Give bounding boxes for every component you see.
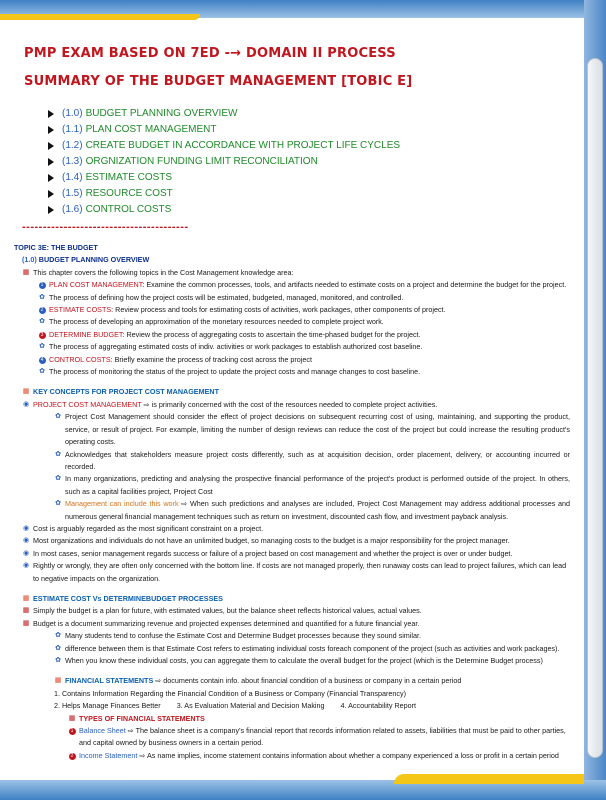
key-concepts-heading: ▦ KEY CONCEPTS FOR PROJECT COST MANAGEMENT	[14, 386, 570, 398]
topic-item: 4 CONTROL COSTS: Briefly examine the process of tracking cost across the project	[14, 354, 570, 366]
bookmark-icon: ▦	[22, 619, 30, 627]
number-four-icon: 4	[39, 357, 46, 364]
financial-item: 1. Contains Information Regarding the Financial Condition of a Business or Company (Financial Transparency)	[54, 688, 406, 698]
bookmark-icon: ▦	[22, 607, 30, 615]
estimate-point: ▦ Budget is a document summarizing revenue and projected expenses determined and quantified for a future financial year.	[14, 618, 570, 630]
financial-items-row: 2. Helps Manage Finances Better 3. As Evaluation Material and Decision Making 4. Accountability Report	[54, 701, 417, 711]
grid-icon: ▦	[22, 388, 30, 396]
number-two-icon: 2	[69, 753, 76, 760]
estimate-sub-item: ✿ difference between them is that Estimate Cost refers to estimating individual costs foreach component of the project (such as activities and work packages).	[14, 643, 570, 655]
document-page	[14, 40, 570, 762]
scrollbar-thumb[interactable]	[587, 58, 603, 758]
estimate-sub-item: ✿ When you know these individual costs, you can aggregate them to calculate the overall budget for the project (which is the Determine Budget process)	[14, 655, 570, 667]
toc-item[interactable]: (1.6) CONTROL COSTS	[48, 202, 570, 218]
cost-point: ◉ Cost is arguably regarded as the most significant constraint on a project.	[14, 523, 570, 535]
triangle-bullet-icon	[48, 174, 54, 182]
book-icon: ◉	[22, 400, 30, 408]
balance-sheet-item: 1 Balance Sheet ⇨ The balance sheet is a company's financial report that records information related to assets, liabilities that must be paid to other parties, and capital owned by business owners in a certain period.	[14, 725, 570, 750]
leaf-icon: ✿	[55, 450, 61, 458]
leaf-icon: ✿	[39, 368, 45, 376]
income-statement-item: 2 Income Statement ⇨ As name implies, income statement contains information about whether a company experienced a loss or profit in a certain period	[14, 750, 570, 762]
number-two-icon: 2	[39, 307, 46, 314]
toc-item[interactable]: (1.3) ORGNIZATION FUNDING LIMIT RECONCILIATION	[48, 154, 570, 170]
toc-item[interactable]: (1.0) BUDGET PLANNING OVERVIEW	[48, 106, 570, 122]
section-heading: (1.0) BUDGET PLANNING OVERVIEW	[22, 255, 150, 265]
leaf-icon: ✿	[55, 632, 61, 640]
leaf-icon: ✿	[55, 644, 61, 652]
page-title-line1: PMP EXAM BASED ON 7ED -→ DOMAIN II PROCESS	[24, 46, 396, 61]
leaf-icon: ✿	[55, 500, 61, 508]
leaf-icon: ✿	[39, 343, 45, 351]
intro-row: ▦ This chapter covers the following topics in the Cost Management knowledge area:	[14, 267, 570, 279]
triangle-bullet-icon	[48, 158, 54, 166]
leaf-icon: ✿	[55, 413, 61, 421]
cost-point: ◉ Rightly or wrongly, they are often only concerned with the bottom line. If costs are not managed properly, then runaway costs can lead to project failures, which can lead to negative impacts on the organization.	[22, 561, 567, 583]
leaf-icon: ✿	[39, 293, 45, 301]
section-divider: ----------------------------------------	[22, 221, 189, 233]
book-icon: ◉	[22, 537, 30, 545]
triangle-bullet-icon	[48, 110, 54, 118]
top-gold-accent	[0, 14, 200, 20]
leaf-icon: ✿	[55, 475, 61, 483]
pcm-sub-item: ✿ Acknowledges that stakeholders measure project costs differently, such as at acquisition decision, order placement, delivery, or accounting incurred or recorded.	[55, 449, 570, 471]
triangle-bullet-icon	[48, 206, 54, 214]
table-of-contents	[48, 106, 570, 218]
number-one-icon: 1	[39, 282, 46, 289]
triangle-bullet-icon	[48, 126, 54, 134]
grid-icon: ▦	[54, 677, 62, 685]
grid-icon: ▦	[22, 594, 30, 602]
pcm-sub-item: ✿ In many organizations, predicting and analysing the prospective financial performance of the project's product is performed outside of the project. In others, such as a capital facilities project, Project Cost	[55, 474, 570, 496]
pcm-sub-item: ✿ Management can include this work ⇨ When such predictions and analyses are included, Project Cost Management may address additional processes and numerous general financial management techniques such as return on investment, discounted cash flow, and investment payback analysis.	[55, 499, 571, 521]
financial-statements-row: ▦ FINANCIAL STATEMENTS ⇨ documents contain info. about financial condition of a business or company in a certain period	[14, 675, 570, 687]
topic-detail: ✿ The process of defining how the project costs will be estimated, budgeted, managed, monitored, and controlled.	[14, 292, 570, 304]
leaf-icon: ✿	[55, 657, 61, 664]
number-three-icon: 3	[39, 332, 46, 339]
topic-detail: ✿ The process of aggregating estimated costs of indiv. activities or work packages to establish authorized cost baseline.	[14, 341, 570, 353]
bookmark-icon: ▦	[22, 268, 30, 276]
triangle-bullet-icon	[48, 142, 54, 150]
leaf-icon: ✿	[39, 318, 45, 326]
book-icon: ◉	[22, 549, 30, 557]
topic-item: 1 PLAN COST MANAGEMENT: Examine the common processes, tools, and artifacts needed to estimate costs on a project and determine the budget for the project.	[14, 279, 570, 291]
toc-item[interactable]: (1.2) CREATE BUDGET IN ACCORDANCE WITH PROJECT LIFE CYCLES	[48, 138, 570, 154]
types-heading: ▦ TYPES OF FINANCIAL STATEMENTS	[14, 713, 570, 725]
book-icon: ◉	[22, 524, 30, 532]
toc-item[interactable]: (1.5) RESOURCE COST	[48, 186, 570, 202]
toc-item[interactable]: (1.4) ESTIMATE COSTS	[48, 170, 570, 186]
estimate-sub-item: ✿ Many students tend to confuse the Estimate Cost and Determine Budget processes because they sound similar.	[14, 630, 570, 642]
pcm-row: ◉ PROJECT COST MANAGEMENT ⇨ is primarily concerned with the cost of the resources needed to complete project activities.	[14, 399, 570, 411]
cost-point: ◉ Most organizations and individuals do not have an unlimited budget, so managing costs to the budget is a major responsibility for the project manager.	[14, 535, 570, 547]
page-title-line2: SUMMARY OF THE BUDGET MANAGEMENT [TOBIC E]	[24, 74, 413, 89]
book-icon: ◉	[22, 562, 30, 570]
bottom-gold-accent	[394, 774, 584, 784]
cost-point: ◉ In most cases, senior management regards success or failure of a project based on cost management and whether the project is over or under budget.	[14, 548, 570, 560]
estimate-point: ▦ Simply the budget is a plan for future, with estimated values, but the balance sheet reflects historical values, actual values.	[14, 605, 570, 617]
number-one-icon: 1	[69, 728, 76, 735]
estimate-vs-heading: ▦ ESTIMATE COST Vs DETERMINEBUDGET PROCESSES	[14, 593, 570, 605]
toc-item[interactable]: (1.1) PLAN COST MANAGEMENT	[48, 122, 570, 138]
topic-detail: ✿ The process of developing an approximation of the monetary resources needed to complete project work.	[14, 316, 570, 328]
bookmark-icon: ▦	[68, 714, 76, 722]
topic-detail: ✿ The process of monitoring the status of the project to update the project costs and manage changes to cost baseline.	[14, 366, 570, 378]
topic-item: 2 ESTIMATE COSTS: Review process and tools for estimating costs of activities, work packages, other components of project.	[14, 304, 570, 316]
pcm-sub-item: ✿ Project Cost Management should consider the effect of project decisions on subsequent recurring cost of using, maintaining, and supporting the product, service, or result of project. For example, limiting the number of design reviews can reduce the cost of the project but could increase the resulting product's operating costs.	[55, 412, 570, 447]
topic-item: 3 DETERMINE BUDGET: Review the process of aggregating costs to ascertain the time-phased budget for the project.	[14, 329, 570, 341]
triangle-bullet-icon	[48, 190, 54, 198]
topic-heading: TOPIC 3E: THE BUDGET	[14, 243, 98, 252]
